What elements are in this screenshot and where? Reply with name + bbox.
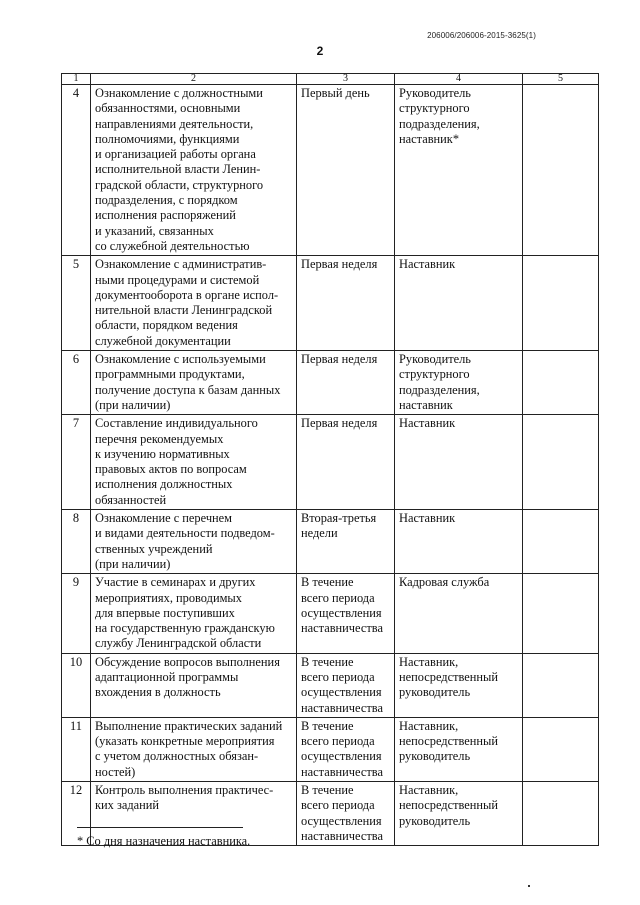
row-number: 12: [62, 782, 91, 846]
responsible-cell: Наставник: [395, 415, 523, 510]
responsible-cell: Руководитель структурного подразделения, наставник: [395, 351, 523, 415]
column-number-row: [62, 74, 599, 85]
activity-cell: Контроль выполнения практичес- ких заданий: [91, 782, 297, 846]
term-cell: Первая неделя: [297, 256, 395, 351]
row-number: 8: [62, 510, 91, 574]
activity-cell: Ознакомление с используемыми программными продуктами, получение доступа к базам данных (при наличии): [91, 351, 297, 415]
note-cell: [523, 351, 599, 415]
page-number: 2: [316, 44, 324, 58]
note-cell: [523, 415, 599, 510]
responsible-cell: Наставник, непосредственный руководитель: [395, 717, 523, 781]
responsible-cell: Наставник: [395, 256, 523, 351]
document-id: 206006/206006-2015-3625(1): [427, 31, 536, 40]
note-cell: [523, 85, 599, 256]
row-number: 5: [62, 256, 91, 351]
term-cell: Первый день: [297, 85, 395, 256]
row-number: 10: [62, 653, 91, 717]
table-row: [62, 85, 599, 256]
responsible-cell: Руководитель структурного подразделения, наставник*: [395, 85, 523, 256]
row-number: 9: [62, 574, 91, 653]
activity-cell: Ознакомление с перечнем и видами деятельности подведом- ственных учреждений (при наличии): [91, 510, 297, 574]
term-cell: В течение всего периода осуществления наставничества: [297, 717, 395, 781]
responsible-cell: Кадровая служба: [395, 574, 523, 653]
table-row: [62, 574, 599, 653]
term-cell: Первая неделя: [297, 351, 395, 415]
responsible-cell: Наставник, непосредственный руководитель: [395, 653, 523, 717]
table-row: [62, 351, 599, 415]
term-cell: В течение всего периода осуществления наставничества: [297, 782, 395, 846]
note-cell: [523, 574, 599, 653]
responsible-cell: Наставник: [395, 510, 523, 574]
responsible-cell: Наставник, непосредственный руководитель: [395, 782, 523, 846]
note-cell: [523, 717, 599, 781]
note-cell: [523, 510, 599, 574]
footnote: * Со дня назначения наставника.: [77, 834, 251, 848]
activity-cell: Участие в семинарах и других мероприятиях, проводимых для впервые поступивших на государственную гражданскую службу Ленинградской области: [91, 574, 297, 653]
row-number: 11: [62, 717, 91, 781]
table-row: [62, 653, 599, 717]
table-row: [62, 510, 599, 574]
scan-speck: [528, 885, 530, 887]
note-cell: [523, 256, 599, 351]
note-cell: [523, 782, 599, 846]
table-row: [62, 717, 599, 781]
column-number: 1: [62, 74, 91, 85]
activity-cell: Обсуждение вопросов выполнения адаптационной программы вхождения в должность: [91, 653, 297, 717]
table-row: [62, 256, 599, 351]
row-number: 7: [62, 415, 91, 510]
activity-cell: Составление индивидуального перечня рекомендуемых к изучению нормативных правовых актов по вопросам исполнения должностных обязанностей: [91, 415, 297, 510]
activity-cell: Ознакомление с административ- ными процедурами и системой документооборота в органе испол- нительной власти Ленинградской области, порядком ведения служебной документации: [91, 256, 297, 351]
term-cell: Первая неделя: [297, 415, 395, 510]
column-number: 5: [523, 74, 599, 85]
column-number: 3: [297, 74, 395, 85]
table-row: [62, 415, 599, 510]
column-number: 4: [395, 74, 523, 85]
activity-cell: Ознакомление с должностными обязанностями, основными направлениями деятельности, полномочиями, функциями и организацией работы органа исполнительной власти Ленин- градской области, структурного подразделения, с порядком исполнения распоряжений и указаний, связанных со служебной деятельностью: [91, 85, 297, 256]
term-cell: В течение всего периода осуществления наставничества: [297, 653, 395, 717]
term-cell: Вторая-третья недели: [297, 510, 395, 574]
term-cell: В течение всего периода осуществления наставничества: [297, 574, 395, 653]
footnote-divider: [77, 827, 243, 828]
row-number: 4: [62, 85, 91, 256]
column-number: 2: [91, 74, 297, 85]
note-cell: [523, 653, 599, 717]
activity-cell: Выполнение практических заданий (указать конкретные мероприятия с учетом должностных обязан- ностей): [91, 717, 297, 781]
adaptation-plan-table: [61, 73, 599, 846]
row-number: 6: [62, 351, 91, 415]
